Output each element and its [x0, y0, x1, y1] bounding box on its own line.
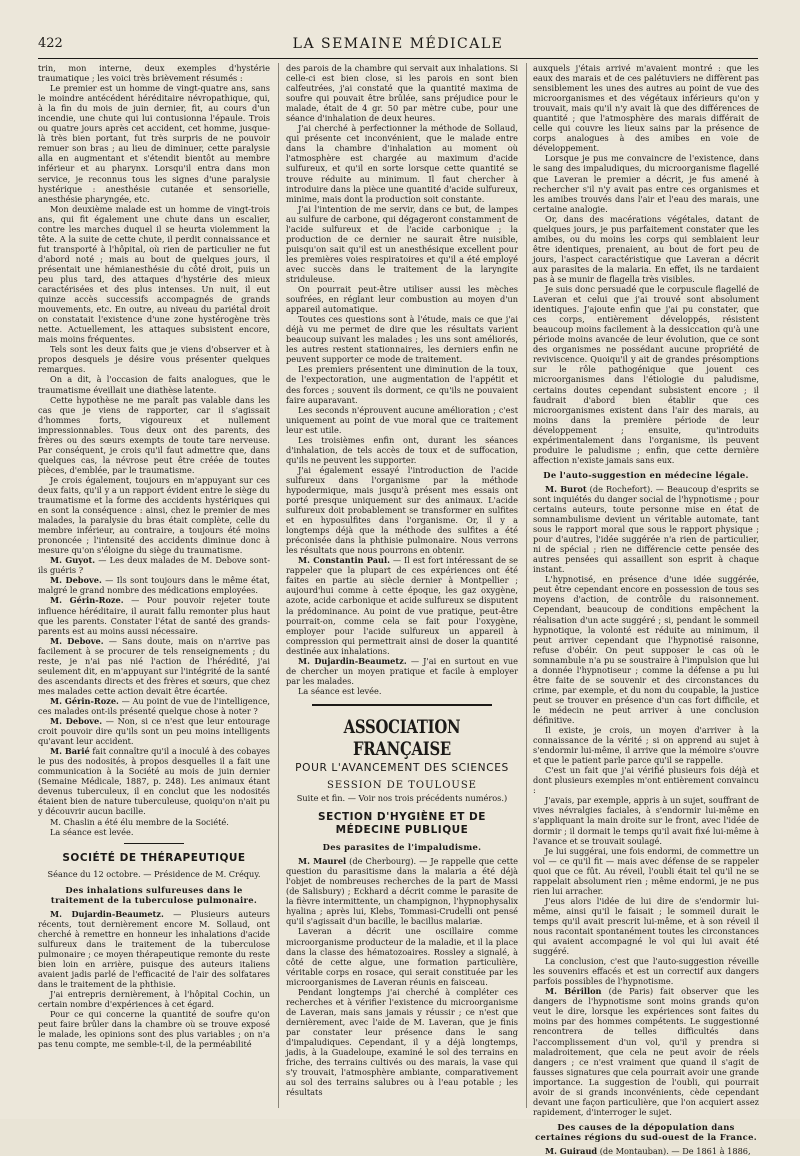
- article-subtitle: Des causes de la dépopulation dans certaines régions du sud-ouest de la France.: [535, 1121, 757, 1142]
- paragraph: J'eus alors l'idée de lui dire de s'endormir lui-même, ainsi qu'il le faisait ; le sommeil durait le temps qu'il avait prescrit lui-même, et à son réveil il nous racontait spontanément toutes les circonstances qui avaient accompagné le vol qui lui avait été suggéré.: [533, 895, 759, 957]
- paragraph: Pendant longtemps j'ai cherché à compléter ces recherches et à vérifier l'existence du microorganisme de Laveran, mais sans jamais y réussir ; ce n'est que dernièrement, avec l'aide de M. Laveran, que je finis par constater leur présence dans le sang d'impaludiques. Cependant, il y a déjà longtemps, jadis, à la Guadeloupe, examiné le sol des terrains en friche, des terrains cultivés ou des marais, la vase qui s'y trouvait, l'atmosphère ambiante, comparativement au sol des terrains salubres ou à l'eau potable ; les résultats: [286, 986, 518, 1098]
- speaker-name: M. Debove.: [50, 575, 102, 586]
- continuation-note: Suite et fin. — Voir nos trois précédents numéros.): [296, 793, 508, 804]
- speaker-name: M. Bérillon: [545, 986, 602, 997]
- speaker-name: M. Debove.: [50, 716, 103, 727]
- speaker-name: M. Dujardin-Beaumetz.: [298, 655, 407, 666]
- speech: — Sans doute, mais on n'arrive pas facilement à se procurer de tels renseignements ; du reste, je n'ai pas nié l'action de l'hérédité, j'ai seulement dit, en m'appuyant sur l'intégrité de la santé des ascendants directs et des frères et sœurs, que chez mes malades cette action devait être écartée.: [38, 635, 271, 696]
- speaker-name: M. Maurel: [298, 856, 347, 867]
- paragraph: Les troisièmes enfin ont, durant les séances d'inhalation, de tels accès de toux et de suffocation, qu'ils ne peuvent les supporter.: [286, 434, 518, 465]
- exchange: [38, 696, 270, 716]
- article-subtitle: De l'auto-suggestion en médecine légale.: [543, 469, 749, 480]
- speech: — Ils sont toujours dans le même état, malgré le grand nombre des médications employées.: [38, 575, 270, 596]
- paragraph: Je lui suggérai, une fois endormi, de commettre un vol — ce qu'il fit — mais avec défense de se rappeler quoi que ce fût. Au réveil, l'oubli était tel qu'il ne se rappelait absolument rien ; même endormi, je ne pus rien lui arracher.: [533, 845, 759, 896]
- page-header: [38, 36, 758, 58]
- paragraph: C'est un fait que j'ai vérifié plusieurs fois déjà et dont plusieurs exemples m'ont entièrement convaincu :: [533, 765, 759, 796]
- speaker-name: M. Constantin Paul.: [298, 555, 390, 566]
- speaker-name: M. Gérin-Roze.: [50, 695, 119, 706]
- exchange: [38, 716, 270, 746]
- paragraph: Les premiers présentent une diminution de la toux, de l'expectoration, une augmentation de l'appétit et des forces ; souvent ils dorment, ce qu'ils ne pouvaient faire auparavant.: [286, 364, 518, 405]
- header-rule: [38, 58, 758, 59]
- paragraph: auxquels j'étais arrivé m'avaient montré : que les eaux des marais et de ces palétuviers ne diffèrent pas sensiblement les unes des autres au point de vue des microorganismes et des végétaux inférieurs qu'on y trouvait, mais qu'il n'y avait là que des différences de quantité ; que l'atmosphère des marais différait de celle qui couvre les lieux sains par la présence de corps analogues à des amibes en voie de développement.: [533, 63, 759, 154]
- page-number: 422: [38, 36, 63, 51]
- paragraph: J'ai également essayé l'introduction de l'acide sulfureux dans l'organisme par la méthode hypodermique, mais jusqu'à présent mes essais ont porté presque uniquement sur des animaux. L'acide sulfureux doit probablement se transformer en sulfites et en hyposulfites dans l'organisme. Or, il y a longtemps déjà que la méthode des sulfites a été préconisée dans la phthisie pulmonaire. Nous verrons les résultats que nous pourrons en obtenir.: [286, 464, 518, 556]
- running-title: LA SEMAINE MÉDICALE: [292, 36, 504, 52]
- paragraph: J'ai l'intention de me servir, dans ce but, de lampes au sulfure de carbone, qui dégageront constamment de l'acide sulfureux et de l'acide carbonique ; la production de ce dernier ne saurait être nuisible, puisqu'on sait qu'il est un anesthésique excellent pour les premières voies respiratoires et qu'il a été employé avec succès dans le traitement de la laryngite striduleuse.: [286, 203, 518, 284]
- paragraph: Je suis donc persuadé que le corpuscule flagellé de Laveran et celui que j'ai trouvé sont absolument identiques. J'ajoute enfin que j'ai pu constater, que ces corps, entièrement développés, résistent beaucoup moins facilement à la dessiccation qu'à une période moins avancée de leur évolution, que ce sont des organismes ne possédant aucune propriété de reviviscence. Quoiqu'il y ait de grandes présomptions sur le rôle pathogénique que jouent ces microorganismes dans l'étiologie du paludisme, certains doutes cependant subsistent encore ; il faudrait d'abord bien établir que ces microorganismes existent dans l'air des marais, au moins dans la première période de leur développement ; ensuite, qu'introduits expérimentalement dans l'organisme, ils peuvent produire le paludisme ; enfin, que cette dernière affection n'existe jamais sans eux.: [533, 284, 759, 465]
- paragraph: Laveran a décrit une oscillaire comme microorganisme producteur de la maladie, et il la place dans la classe des hématozoaires. Rossley a signalé, à côté de cette algue, une formation particulière, véritable corps en rosace, qui serait constituée par les microorganismes de Laveran réunis en faisceau.: [286, 926, 518, 987]
- speaker-name: M. Barié: [50, 746, 90, 757]
- speaker-name: M. Guyot.: [50, 555, 96, 566]
- paragraph: On pourrait peut-être utiliser aussi les mèches soufrées, en réglant leur combustion au moyen d'un appareil automatique.: [286, 284, 518, 315]
- exchange: [286, 856, 518, 926]
- column-1: [38, 63, 270, 1108]
- paragraph: On a dit, à l'occasion de faits analogues, que le traumatisme éveillait une diathèse latente.: [38, 374, 270, 395]
- exchange: [38, 555, 270, 575]
- session-line: Séance du 12 octobre. — Présidence de M. Créquy.: [47, 868, 261, 879]
- exchange: [286, 555, 518, 655]
- paragraph: Il existe, je crois, un moyen d'arriver à la connaissance de la vérité ; si on apprend au sujet à s'endormir lui-même, il arrive que la mémoire s'ouvre et que le patient parle parce qu'il se rappelle.: [533, 725, 759, 766]
- exchange: [38, 575, 270, 595]
- paragraph: Pour ce qui concerne la quantité de soufre qu'on peut faire brûler dans la chambre où se trouve exposé le malade, les opinions sont des plus variables ; on n'a pas tenu compte, me semble-t-il, de la perméabilité: [38, 1009, 270, 1050]
- speaker-name: M. Burot: [545, 483, 587, 494]
- paragraph: J'avais, par exemple, appris à un sujet, souffrant de vives névralgies faciales, à s'endormir lui-même en s'appliquant la main droite sur le front, avec l'idée de dormir ; il dormait le temps qu'il avait fixé lui-même à l'avance et se trouvait soulagé.: [533, 795, 759, 846]
- speech: — J'ai en surtout en vue de chercher un moyen pratique et facile à employer par les malades.: [286, 655, 518, 686]
- column-divider: [526, 63, 527, 1108]
- speech: (de Rochefort). — Beaucoup d'esprits se sont inquiétés du danger social de l'hypnotisme ; pour certains auteurs, toute personne mise en état de somnambulisme devient un véritable automate, tant sous le rapport moral que sous le rapport physique ; pour d'autres, l'idée suggérée n'a rien de particulier, ni de spécial ; rien ne différencie cette pensée des autres pensées qui assaillent son esprit à chaque instant.: [533, 483, 759, 575]
- paragraph: J'ai entrepris dernièrement, à l'hôpital Cochin, un certain nombre d'expériences à cet égard.: [38, 989, 270, 1010]
- paragraph: La conclusion, c'est que l'auto-suggestion réveille les souvenirs effacés et est un correctif aux dangers parfois possibles de l'hypnotisme.: [533, 956, 759, 987]
- closing-note: M. Chaslin a été élu membre de la Société.: [50, 816, 229, 827]
- exchange: [38, 636, 270, 696]
- speech: (de Montauban). — De 1861 à 1886,: [597, 1145, 751, 1156]
- article-subtitle: Des inhalations sulfureuses dans le traitement de la tuberculose pulmonaire.: [50, 884, 258, 905]
- exchange: [38, 909, 270, 989]
- exchange: [533, 484, 759, 574]
- speech: — Plusieurs auteurs récents, tout dernièrement encore M. Sollaud, ont cherché à remettre en honneur les inhalations d'acide sulfureux dans le traitement de la tuberculose pulmonaire ; ce moyen thérapeutique remonte du reste bien loin en arrière, puisque des auteurs italiens avaient jadis parlé de l'efficacité de l'air des solfatares dans le traitement de la phthisie.: [38, 908, 270, 990]
- exchange: [38, 746, 270, 816]
- association-subtitle: POUR L'AVANCEMENT DES SCIENCES: [295, 761, 509, 774]
- paragraph: Le premier est un homme de vingt-quatre ans, sans le moindre antécédent héréditaire névropathique, qui, à la fin du mois de juin dernier, fit, au cours d'un incendie, une chute qui lui contusionna l'épaule. Trois ou quatre jours après cet accident, cet homme, jusque-là très bien portant, fut très surpris de ne pouvoir remuer son bras ; au lieu de diminuer, cette paralysie alla en augmentant et s'étendit bientôt au membre inférieur et au pharynx. Lorsqu'il entra dans mon service, je reconnus tous les signes d'une paralysie hystérique : anesthésie cutanée et sensorielle, anesthésie pharyngée, etc.: [38, 83, 270, 204]
- paragraph: J'ai cherché à perfectionner la méthode de Sollaud, qui présente cet inconvénient, que le malade entre dans la chambre d'inhalation au moment où l'atmosphère est chargée au maximum d'acide sulfureux, et qu'il en sorte lorsque cette quantité se trouve réduite au minimum. Il faut chercher à introduire dans la pièce une quantité d'acide sulfureux, minime, mais dont la production soit constante.: [286, 123, 518, 204]
- speech: — Pour pouvoir rejeter toute influence héréditaire, il aurait fallu remonter plus haut que les parents. Constater l'état de santé des grands-parents est au moins aussi nécessaire.: [38, 595, 270, 636]
- speaker-name: M. Dujardin-Beaumetz.: [50, 908, 164, 919]
- paragraph: Tels sont les deux faits que je viens d'observer et à propos desquels je désire vous présenter quelques remarques.: [38, 344, 270, 375]
- speech: — Il est fort intéressant de se rappeler que la plupart de ces expériences ont été faites en partie au siècle dernier à Montpellier ; aujourd'hui comme à cette époque, les gaz oxygène, azote, acide carbonique et acide sulfureux se disputent la prédominance. Au point de vue pratique, peut-être pourrait-on, comme cela se fait pour l'oxygène, employer pour l'acide sulfureux un appareil à compression qui permettrait ainsi de doser la quantité destinée aux inhalations.: [286, 555, 518, 656]
- exchange: [533, 1146, 759, 1156]
- paragraph: L'hypnotisé, en présence d'une idée suggérée, peut être cependant encore en possession de tous ses moyens d'action, de contrôle du raisonnement. Cependant, beaucoup de conditions empêchent la réalisation d'un acte suggéré ; si, pendant le sommeil hypnotique, la volonté est réduite au minimum, il peut arriver cependant que l'hypnotisé raisonne, refuse d'obéir. On peut supposer le cas où le somnambule n'a pu se soustraire à l'impulsion que lui a donnée l'hypnotiseur ; comme la défense a pu lui être faite de se souvenir et des circonstances du crime, par exemple, et du nom du coupable, la justice peut se trouver en présence d'un cas fort difficile, et le médecin ne peut arriver à une conclusion définitive.: [533, 574, 759, 725]
- section-rule: [124, 843, 184, 844]
- session-title: SESSION DE TOULOUSE: [327, 780, 477, 791]
- paragraph: Je crois également, toujours en m'appuyant sur ces deux faits, qu'il y a un rapport évident entre le siège du traumatisme et la forme des accidents hystériques qui en sont la conséquence : ainsi, chez le premier de mes malades, la paralysie du bras était complète, celle du membre inférieur, au contraire, a toujours été moins prononcée ; l'intensité des accidents diminue donc à mesure qu'on s'éloigne du siège du traumatisme.: [38, 474, 270, 556]
- section-rule: [312, 704, 492, 706]
- speaker-name: M. Guiraud: [545, 1145, 598, 1156]
- paragraph: Lorsque je pus me convaincre de l'existence, dans le sang des impaludiques, du microorganisme flagellé que Laveran le premier a décrit, je fus amené à rechercher s'il n'y avait pas entre ces organismes et les amibes trouvés dans l'air et l'eau des marais, une certaine analogie.: [533, 153, 759, 214]
- speaker-name: M. Debove.: [50, 635, 104, 646]
- article-subtitle: Des parasites de l'impaludisme.: [322, 842, 482, 853]
- paragraph: trin, mon interne, deux exemples d'hystérie traumatique ; les voici très brièvement résumés :: [38, 63, 270, 84]
- speech: — Au point de vue de l'intelligence, ces malades ont-ils présenté quelque chose à noter ?: [38, 695, 270, 716]
- exchange: [286, 656, 518, 686]
- closing-note: La séance est levée.: [50, 826, 134, 837]
- speech: fait connaître qu'il a inoculé à des cobayes le pus des nodosités, à propos desquelles il a fait une communication à la Société au mois de juin dernier (Semaine Médicale, 1887, p. 248). Les animaux étant devenus tuberculeux, il en conclut que les nodosités étaient bien de nature tuberculeuse, quoiqu'on n'ait pu y découvrir aucun bacille.: [38, 746, 271, 817]
- speech: — Non, si ce n'est que leur entourage croit pouvoir dire qu'ils sont un peu moins intelligents qu'avant leur accident.: [38, 716, 271, 747]
- speech: (de Paris) fait observer que les dangers de l'hypnotisme sont moins grands qu'on veut le dire, lorsque les expériences sont faites du moins par des hommes compétents. Le suggestionné rencontrera de telles difficultés dans l'accomplissement d'un vol, qu'il y prendra si maladroitement, que cela ne peut avoir de réels dangers ; ce n'est vraiment que quand il s'agit de fausses signatures que cela pourrait avoir une grande importance. La suggestion de l'oubli, qui pourrait avoir de si grands inconvénients, cède cependant devant une façon particulière, que l'on acquiert assez rapidement, d'interroger le sujet.: [533, 986, 759, 1117]
- closing-note: La séance est levée.: [298, 685, 382, 696]
- association-title: ASSOCIATION FRANÇAISE: [343, 715, 461, 760]
- paragraph: des parois de la chambre qui servait aux inhalations. Si celle-ci est bien close, si les parois en sont bien calfeutrées, j'ai constaté que la quantité maxima de soufre qui pouvait être brûlée, sans préjudice pour le malade, était de 4 gr. 50 par mètre cube, pour une séance d'inhalation de deux heures.: [286, 63, 518, 124]
- speech: — Les deux malades de M. Debove sont-ils guéris ?: [38, 555, 270, 576]
- exchange: [533, 986, 759, 1117]
- paragraph: Or, dans des macérations végétales, datant de quelques jours, je pus parfaitement constater que les amibes, ou du moins les corps qui semblaient leur être identiques, prenaient, au bout de fort peu de jours, l'aspect caractéristique que Laveran a décrit aux parasites de la malaria. En effet, ils ne tardaient pas à se munir de flagella très visibles.: [533, 213, 759, 284]
- paragraph: Mon deuxième malade est un homme de vingt-trois ans, qui fit également une chute dans un escalier, contre les marches duquel il se heurta violemment la tête. A la suite de cette chute, il perdit connaissance et fut transporté à l'hôpital, où rien de particulier ne fut d'abord noté ; mais au bout de quelques jours, il présentait une hémianesthésie du côté droit, puis un peu plus tard, des attaques d'hystérie des mieux caractérisées et des plus intenses. Un nuit, il eut quinze accès successifs accompagnés de grands mouvements, etc. En outre, au niveau du pariétal droit on constatait l'existence d'une zone hystérogène très nette. Actuellement, les attaques subsistent encore, mais moins fréquentes.: [38, 203, 270, 345]
- section-title: SOCIÉTÉ DE THÉRAPEUTIQUE: [62, 851, 246, 864]
- column-divider: [278, 63, 279, 1108]
- paragraph: Les seconds n'éprouvent aucune amélioration ; c'est uniquement au point de vue moral que ce traitement leur est utile.: [286, 404, 518, 435]
- paragraph: Cette hypothèse ne me paraît pas valable dans les cas que je viens de rapporter, car il s'agissait d'hommes forts, vigoureux et nullement impressionnables. Tous deux ont des parents, des frères ou des sœurs exempts de toute tare nerveuse. Par conséquent, je crois qu'il faut admettre que, dans quelques cas, la névrose peut être créée de toutes pièces, d'emblée, par le traumatisme.: [38, 394, 270, 475]
- column-3: [533, 63, 759, 1156]
- column-2: [286, 63, 518, 1108]
- paragraph: Toutes ces questions sont à l'étude, mais ce que j'ai déjà vu me permet de dire que les résultats varient beaucoup suivant les malades ; les uns sont améliorés, les autres restent stationnaires, les derniers enfin ne peuvent supporter ce mode de traitement.: [286, 314, 518, 365]
- section-title: SECTION D'HYGIÈNE ET DE MÉDECINE PUBLIQUE: [318, 811, 486, 837]
- exchange: [38, 595, 270, 635]
- speech: (de Cherbourg). — Je rappelle que cette question du parasitisme dans la malaria a été déjà l'objet de nombreuses recherches de la part de Massi (de Salisbury) ; Eckhard a décrit comme le parasite de la fièvre intermittente, un champignon, l'hypnophysalix hyalina ; après lui, Klebs, Tommasi-Crudelli ont pensé qu'il s'agissait d'un bacille, le bacillus malariæ.: [286, 856, 518, 927]
- speaker-name: M. Gérin-Roze.: [50, 595, 124, 606]
